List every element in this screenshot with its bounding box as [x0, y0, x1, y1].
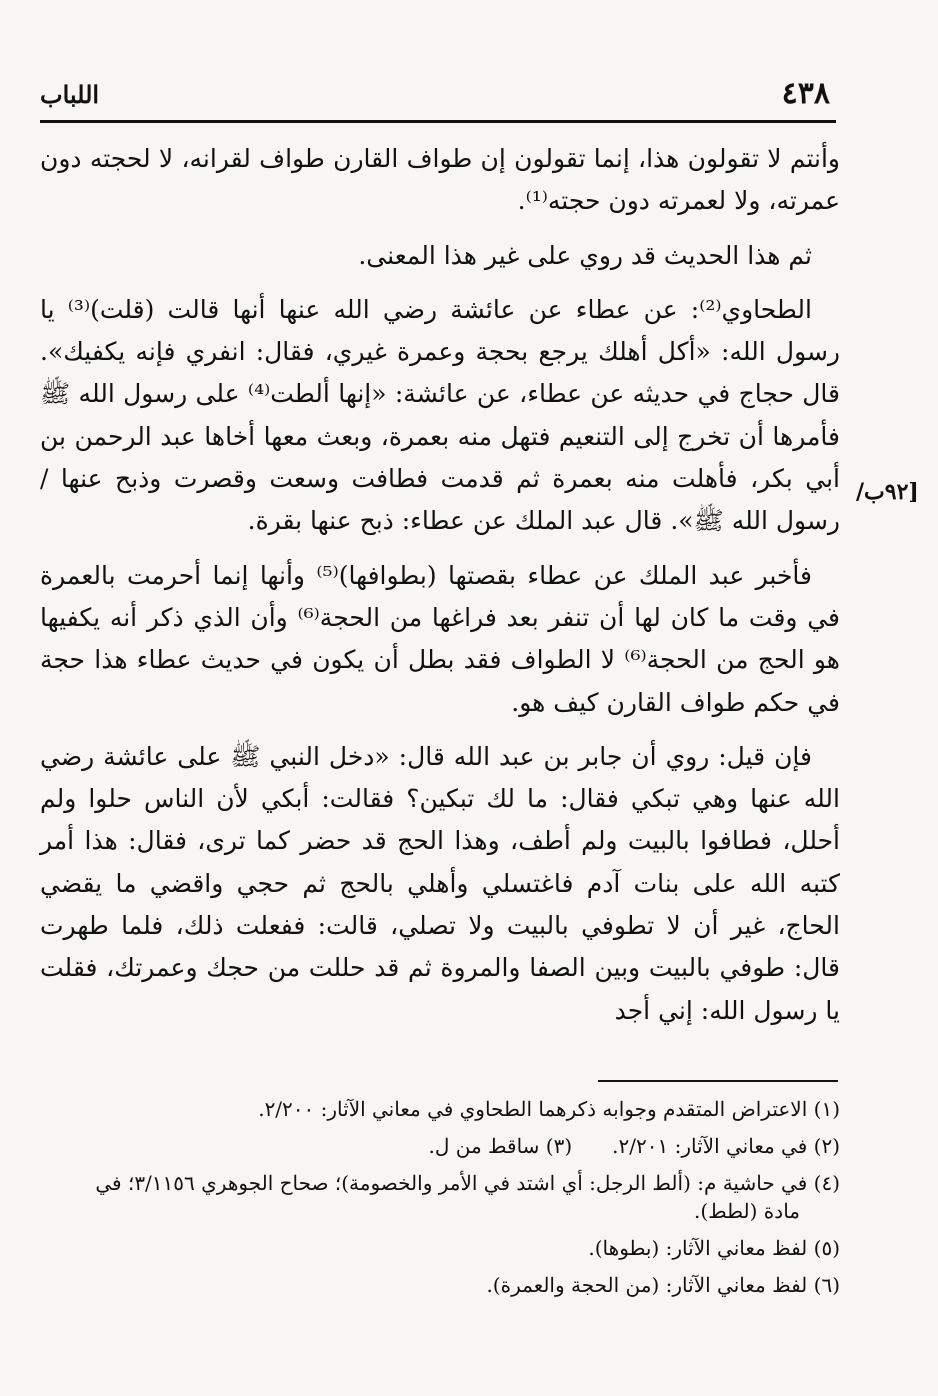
footnote-3: (٣) ساقط من ل.	[428, 1134, 573, 1158]
main-text	[40, 138, 840, 1044]
paragraph-1: وأنتم لا تقولون هذا، إنما تقولون إن طواف القارن طواف لقرانه، لا لحجته دون عمرته، ولا لعمرته دون حجته⁽¹⁾.	[40, 144, 840, 216]
footnote-4-line-1: (٤) في حاشية م: (ألط الرجل: أي اشتد في الأمر والخصومة)؛ صحاح الجوهري ٣/١١٥٦؛ في	[95, 1171, 840, 1195]
footnote-row-2-3	[44, 1132, 840, 1160]
paragraph-5: فإن قيل: روي أن جابر بن عبد الله قال: «دخل النبي ﷺ على عائشة رضي الله عنها وهي تبكي فقال: ما لك تبكين؟ فقالت: أبكي لأن الناس حلوا ولم أحلل، فطافوا بالبيت ولم أطف، وهذا الحج قد حضر كما ترى، فقال: هذا أمر كتبه الله على بنات آدم فاغتسلي وأهلي بالحج ثم حجي واقضي ما يقضي الحاج، غير أن لا تطوفي بالبيت ولا تصلي، قالت: ففعلت ذلك، فلما طهرت قال: طوفي بالبيت وبين الصفا والمروة ثم قد حللت من حجك وعمرتك، فقلت يا رسول الله: إني أجد	[40, 741, 840, 1025]
footnote-6: (٦) لفظ معاني الآثار: (من الحجة والعمرة).	[486, 1273, 840, 1297]
footnote-1: (١) الاعتراض المتقدم وجوابه ذكرهما الطحاوي في معاني الآثار: ٢/٢٠٠.	[258, 1097, 840, 1121]
manuscript-folio-marker: /٩٢ب]	[856, 479, 919, 505]
footnote-2: (٢) في معاني الآثار: ٢/٢٠١.	[612, 1134, 840, 1158]
footnote-5: (٥) لفظ معاني الآثار: (بطوها).	[588, 1236, 840, 1260]
paragraph-2: ثم هذا الحديث قد روي على غير هذا المعنى.	[358, 240, 812, 270]
page-header	[40, 76, 836, 123]
paragraph-3: الطحاوي⁽²⁾: عن عطاء عن عائشة رضي الله عنها أنها قالت (قلت)⁽³⁾ يا رسول الله: «أكل أهلك يرجع بحجة وعمرة غيري، فقال: انفري فإنه يكفيك». قال حجاج في حديثه عن عطاء، عن عائشة: «إنها ألطت⁽⁴⁾ على رسول الله ﷺ فأمرها أن تخرج إلى التنعيم فتهل منه بعمرة، وبعث معها أخاها عبد الرحمن بن أبي بكر، فأهلت منه بعمرة ثم قدمت فطافت وسعت وقصرت وذبح عنها / رسول الله ﷺ». قال عبد الملك عن عطاء: ذبح عنها بقرة.	[40, 294, 840, 536]
footnote-4-line-2: مادة (لطط).	[694, 1199, 800, 1223]
paragraph-4: فأخبر عبد الملك عن عطاء بقصتها (بطوافها)⁽⁵⁾ وأنها إنما أحرمت بالعمرة في وقت ما كان لها أن تنفر بعد فراغها من الحجة⁽⁶⁾ وأن الذي ذكر أنه يكفيها هو الحج من الحجة⁽⁶⁾ لا الطواف فقد بطل أن يكون في حديث عطاء هذا حجة في حكم طواف القارن كيف هو.	[40, 560, 840, 717]
footnote-4	[44, 1169, 840, 1225]
footnotes	[44, 1095, 840, 1308]
running-title: اللباب	[40, 80, 100, 109]
page-number: ٤٣٨	[781, 76, 830, 111]
footnote-separator	[598, 1080, 838, 1082]
